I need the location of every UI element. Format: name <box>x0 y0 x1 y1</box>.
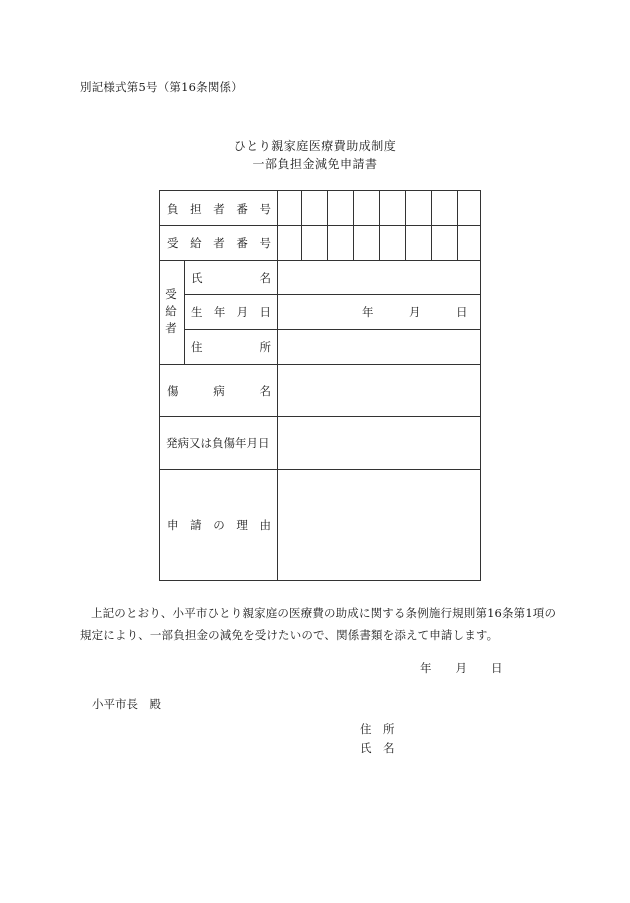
digit-box-divider <box>353 191 354 260</box>
address-label: 住 所 <box>191 340 271 354</box>
recipient-number-label: 受 給 者 番 号 <box>167 236 271 250</box>
disease-name-label: 傷 病 名 <box>167 384 271 398</box>
name-label: 氏 名 <box>191 271 271 285</box>
row-divider <box>160 225 480 226</box>
digit-box-divider <box>301 191 302 260</box>
digit-box-divider <box>431 191 432 260</box>
column-divider <box>184 260 185 364</box>
form-reference: 別記様式第5号（第16条関係） <box>80 80 243 94</box>
row-divider <box>160 416 480 417</box>
document-title: ひとり親家庭医療費助成制度 <box>233 139 397 153</box>
addressee: 小平市長 殿 <box>92 697 161 711</box>
digit-box-divider <box>405 191 406 260</box>
onset-date-label: 発病又は負傷年月日 <box>166 436 270 450</box>
row-divider <box>160 364 480 365</box>
digit-box-divider <box>327 191 328 260</box>
applicant-address-label: 住 所 <box>360 722 395 736</box>
column-divider <box>277 191 278 580</box>
burden-number-label: 負 担 者 番 号 <box>167 202 271 216</box>
birth-year-unit: 年 <box>362 305 374 319</box>
row-divider <box>184 294 480 295</box>
applicant-name-label: 氏 名 <box>360 741 395 755</box>
birth-day-unit: 日 <box>456 305 468 319</box>
digit-box-divider <box>379 191 380 260</box>
reason-label: 申 請 の 理 由 <box>167 518 271 532</box>
document-subtitle: 一部負担金減免申請書 <box>252 157 378 171</box>
digit-box-divider <box>457 191 458 260</box>
application-form-table <box>159 190 481 581</box>
birth-month-unit: 月 <box>409 305 421 319</box>
row-divider <box>160 469 480 470</box>
row-divider <box>184 329 480 330</box>
row-divider <box>160 260 480 261</box>
application-date: 年 月 日 <box>420 661 503 675</box>
birthdate-label: 生 年 月 日 <box>191 305 271 319</box>
recipient-group-label: 受 給 者 <box>165 287 177 335</box>
declaration-text: 上記のとおり、小平市ひとり親家庭の医療費の助成に関する条例施行規則第16条第1項の規定により、一部負担金の減免を受けたいので、関係書類を添えて申請します。 <box>80 606 557 642</box>
